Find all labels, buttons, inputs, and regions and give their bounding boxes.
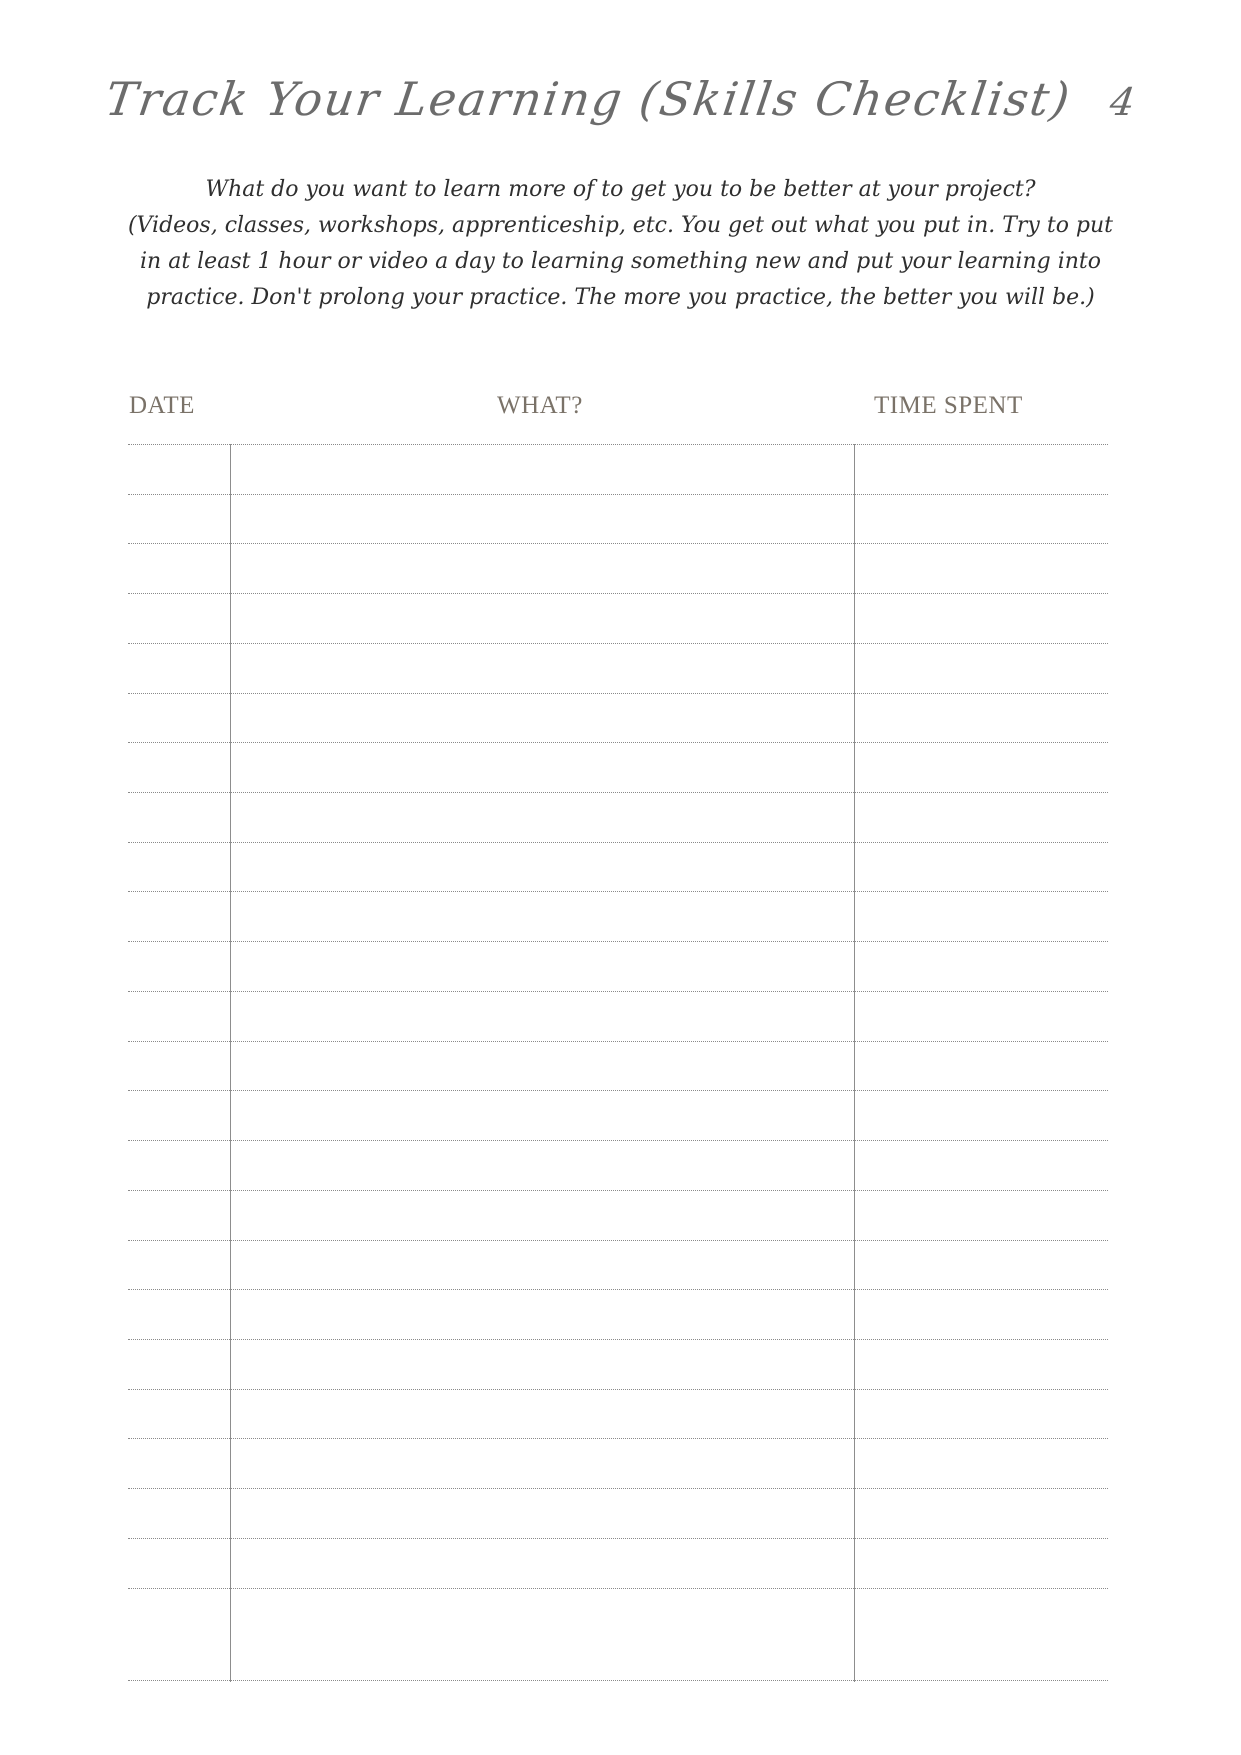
table-row-line — [128, 1041, 1108, 1042]
column-header-what: WHAT? — [497, 392, 583, 419]
table-row-line — [128, 1488, 1108, 1489]
table-row-line — [128, 742, 1108, 743]
intro-line: What do you want to learn more of to get you to be better at your project? — [205, 177, 1036, 202]
page-title — [0, 72, 1241, 126]
intro-line: practice. Don't prolong your practice. The more you practice, the better you will be.) — [146, 285, 1095, 310]
table-row-line — [128, 891, 1108, 892]
table-row-line — [128, 1190, 1108, 1191]
table-row-line — [128, 991, 1108, 992]
table-row-line — [128, 792, 1108, 793]
table-row-line — [128, 1588, 1108, 1589]
table-row-line — [128, 643, 1108, 644]
table-row-line — [128, 593, 1108, 594]
intro-line: in at least 1 hour or video a day to learning something new and put your learning into — [140, 249, 1101, 274]
table-row-line — [128, 1289, 1108, 1290]
intro-paragraph — [80, 172, 1161, 316]
column-divider-date — [230, 444, 231, 1682]
column-divider-time — [854, 444, 855, 1682]
table-row-line — [128, 494, 1108, 495]
table-row-line — [128, 1389, 1108, 1390]
table-row-line — [128, 842, 1108, 843]
intro-line: (Videos, classes, workshops, apprenticeship, etc. You get out what you put in. Try to put — [127, 213, 1114, 238]
column-header-time-spent: TIME SPENT — [874, 392, 1023, 419]
table-row-line — [128, 1240, 1108, 1241]
page-title-text: Track Your Learning (Skills Checklist) — [102, 72, 1075, 126]
page-number: 4 — [1107, 80, 1138, 124]
table-row-line — [128, 693, 1108, 694]
column-header-date: DATE — [129, 392, 195, 419]
table-row-line — [128, 1090, 1108, 1091]
table-row-line — [128, 1680, 1108, 1681]
table-row-line — [128, 1438, 1108, 1439]
table-row-line — [128, 1538, 1108, 1539]
table-row-line — [128, 444, 1108, 445]
learning-log-table — [128, 444, 1108, 1682]
table-row-line — [128, 941, 1108, 942]
table-row-line — [128, 543, 1108, 544]
table-row-line — [128, 1140, 1108, 1141]
table-row-line — [128, 1339, 1108, 1340]
